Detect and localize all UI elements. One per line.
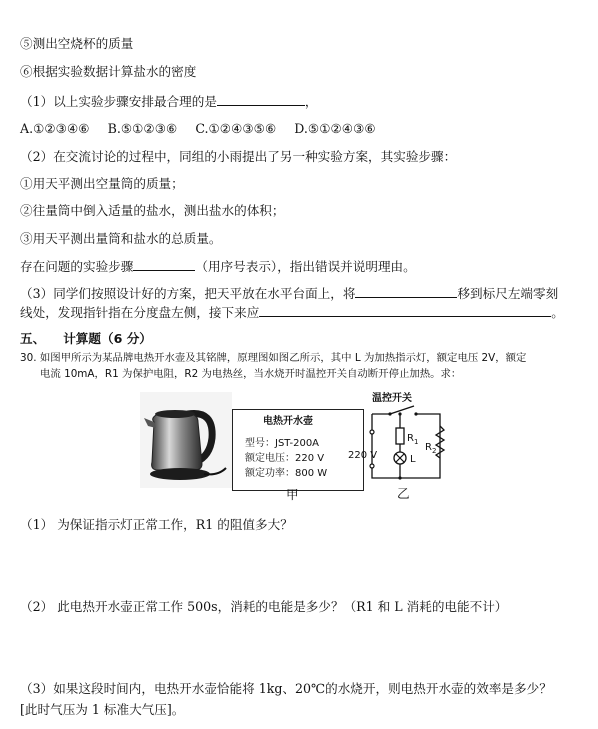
question-3-line-1 (20, 285, 558, 302)
step-5-text: ⑤测出空烧杯的质量 (20, 36, 134, 51)
question-1 (20, 93, 318, 110)
sub-question-3-note: [此时气压为 1 标准大气压]。 (20, 702, 185, 717)
sub-question-2: （2） 此电热开水壶正常工作 500s，消耗的电能是多少？（R1 和 L 消耗的电能不计） (20, 599, 508, 614)
problem-step-text-2: （用序号表示），指出错误并说明理由。 (195, 259, 416, 274)
question-2: （2）在交流讨论的过程中，同组的小雨提出了另一种实验方案，其实验步骤： (20, 149, 457, 164)
alt-step-1: ①用天平测出空量筒的质量； (20, 176, 184, 191)
question-3-text: （3）同学们按照设计好的方案，把天平放在水平台面上，将 (20, 286, 356, 301)
question-3-end: 。 (551, 305, 564, 320)
question-3-text-3: 线处，发现指针指在分度盘左侧，接下来应 (20, 305, 260, 320)
nameplate-title: 电热开水壶 (263, 416, 313, 427)
question-1-text: （1）以上实验步骤安排最合理的是 (20, 94, 217, 109)
section-number: 五、 (20, 331, 46, 346)
alt-step-3: ③用天平测出量筒和盐水的总质量。 (20, 231, 222, 246)
figure-yi-label: 乙 (397, 486, 410, 501)
options-row (20, 121, 376, 137)
sub-question-3: （3）如果这段时间内，电热开水壶恰能将 1kg、20℃的水烧开，则电热开水壶的效率是多少？ (20, 681, 552, 696)
r2-symbol: R (425, 442, 432, 453)
question-3-line-2 (20, 304, 564, 321)
question-3-text-2: 移到标尺左端零刻 (457, 286, 559, 301)
problem-30-line-1: 30. 如图甲所示为某品牌电热开水壶及其铭牌，原理图如图乙所示，其中 L 为加热指示灯，额定电压 2V，额定 (20, 352, 527, 364)
section-heading (20, 331, 152, 347)
circuit-diagram (344, 392, 464, 492)
lamp-label: L (410, 454, 416, 465)
nameplate-power: 额定功率：800 W (245, 468, 328, 479)
question-1-end: ， (304, 94, 318, 109)
r1-subscript: 1 (413, 438, 419, 446)
answer-blank-4[interactable] (259, 304, 551, 317)
nameplate-voltage: 额定电压：220 V (245, 453, 325, 464)
problem-step-line (20, 258, 416, 275)
option-a: A.①②③④⑥ (20, 121, 90, 136)
answer-blank-3[interactable] (355, 285, 457, 298)
r1-label (407, 432, 418, 449)
nameplate-model: 型号：JST-200A (245, 438, 320, 449)
r2-label (425, 441, 436, 458)
problem-step-text: 存在问题的实验步骤 (20, 259, 134, 274)
option-b: B.⑤①②③⑥ (107, 121, 178, 136)
switch-label: 温控开关 (372, 393, 412, 404)
r1-symbol: R (407, 433, 414, 444)
answer-blank-1[interactable] (217, 93, 305, 106)
sub-question-1: （1） 为保证指示灯正常工作，R1 的阻值多大？ (20, 517, 293, 532)
supply-voltage-label: 220 V (348, 450, 378, 461)
option-d: D.⑤①②④③⑥ (294, 121, 376, 136)
section-title: 计算题（6 分） (63, 331, 152, 346)
r2-subscript: 2 (431, 447, 437, 455)
problem-30-line-2: 电流 10mA，R1 为保护电阻，R2 为电热丝，当水烧开时温控开关自动断开停止加热。求： (40, 368, 462, 380)
option-c: C.①②④③⑤⑥ (195, 121, 277, 136)
alt-step-2: ②往量筒中倒入适量的盐水，测出盐水的体积； (20, 203, 285, 218)
figure-jia-label: 甲 (286, 487, 299, 502)
kettle-photo (140, 392, 232, 488)
answer-blank-2[interactable] (133, 258, 195, 271)
step-6-text: ⑥根据实验数据计算盐水的密度 (20, 64, 197, 79)
